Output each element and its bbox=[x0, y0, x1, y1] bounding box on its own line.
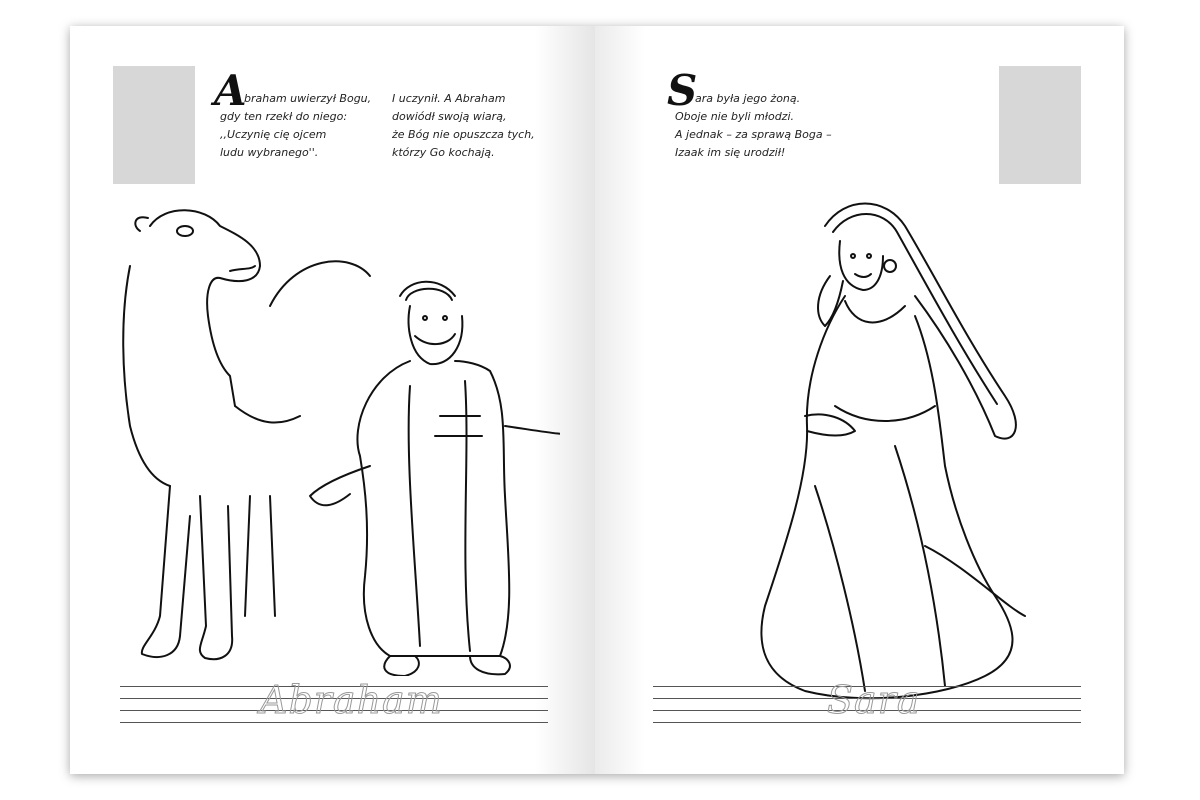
dropcap-a: A bbox=[214, 66, 247, 115]
abraham-verse-1-rest: gdy ten rzekł do niego: ,,Uczynię cię ojcem ludu wybranego''. bbox=[220, 110, 348, 159]
right-page bbox=[595, 26, 1124, 774]
right-page-tab bbox=[999, 66, 1081, 184]
sara-illustration bbox=[745, 186, 1045, 706]
abraham-name-trace: Abraham bbox=[260, 678, 443, 722]
abraham-verse-2: I uczynił. A Abraham dowiódł swoją wiarą, że Bóg nie opuszcza tych, którzy Go kochają. bbox=[392, 92, 535, 159]
book-spread bbox=[70, 26, 1124, 774]
dropcap-s: S bbox=[667, 66, 698, 115]
sara-verse-rest: Oboje nie byli młodzi. A jednak – za sprawą Boga – Izaak im się urodził! bbox=[675, 110, 832, 159]
left-page bbox=[70, 26, 596, 774]
left-page-tab bbox=[113, 66, 195, 184]
abraham-verse-1: braham uwierzył Bogu, bbox=[244, 92, 372, 105]
abraham-camel-illustration bbox=[110, 196, 560, 676]
sara-name-trace: Sara bbox=[827, 678, 921, 722]
sara-verse-1: ara była jego żoną. bbox=[695, 92, 801, 105]
